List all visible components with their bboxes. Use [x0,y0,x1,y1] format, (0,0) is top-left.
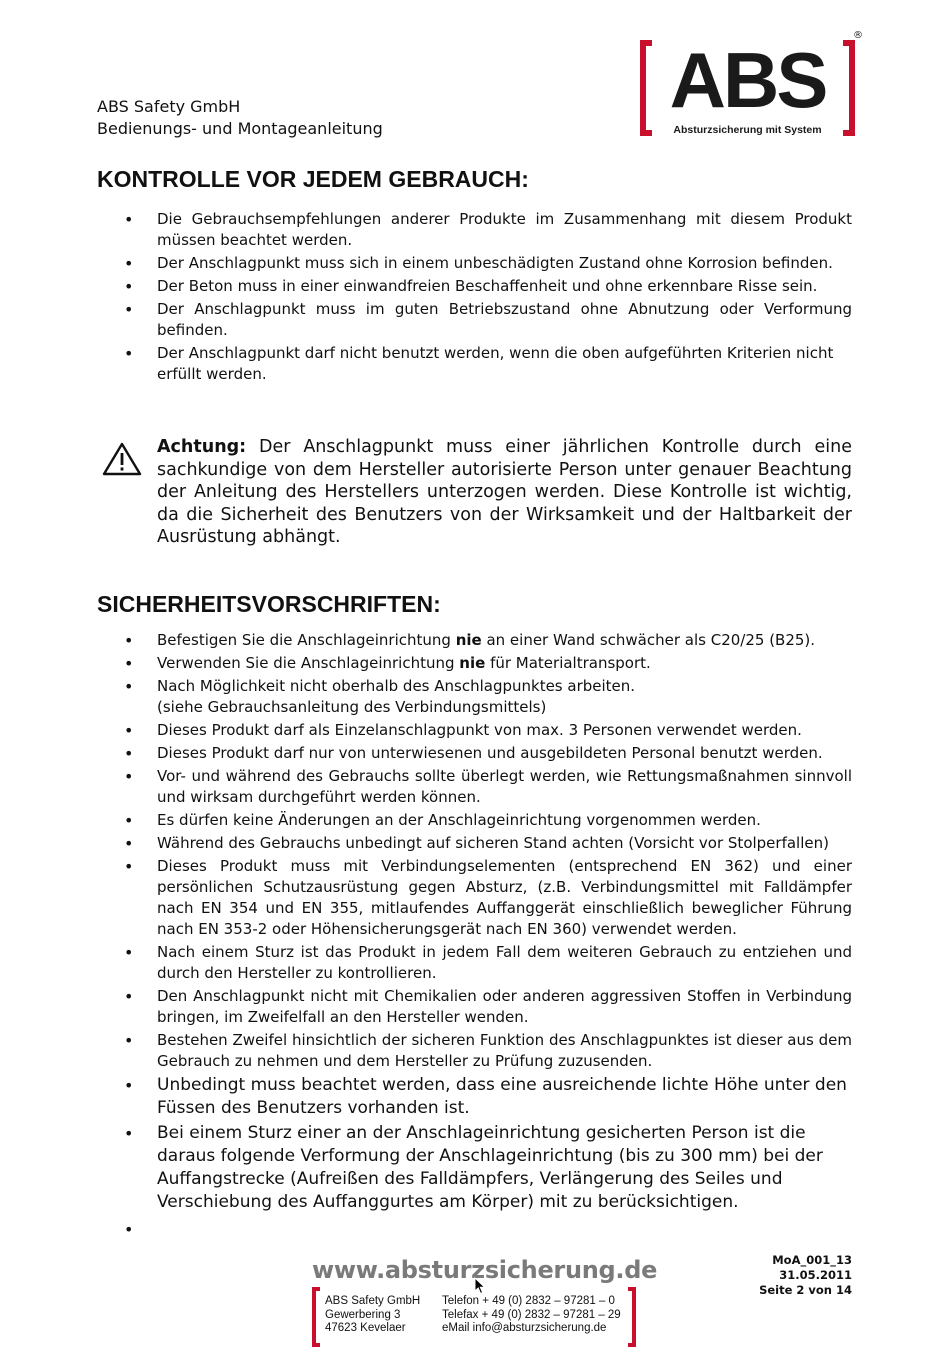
list-item: • Unbedingt muss beachtet werden, dass eine ausreichende lichte Höhe unter den Füssen des Benutzers vorhanden ist. [97,1074,852,1120]
item-emphasis: nie [455,631,482,649]
abs-logo [640,30,863,138]
footer-address [325,1295,420,1336]
list-item: • Der Beton muss in einer einwandfreien Beschaffenheit und ohne erkennbare Risse sein. [97,276,852,297]
warning-label: Achtung: [157,437,247,457]
sicherheit-list [97,630,852,1218]
item-text: • Nach Möglichkeit nicht oberhalb des Anschlagpunktes arbeiten. [157,677,636,695]
address-line: ABS Safety GmbH [325,1295,421,1307]
list-item: • Der Anschlagpunkt darf nicht benutzt werden, wenn die oben aufgeführten Kriterien nicht erfüllt werden. [97,343,852,385]
list-item: • Dieses Produkt darf nur von unterwiesenen und ausgebildeten Personal benutzt werden. [97,743,852,764]
logo-bracket-right [843,40,855,136]
footer-contact-box [312,1287,636,1347]
item-text: Befestigen Sie die Anschlageinrichtung [157,631,456,649]
list-item: • Der Anschlagpunkt muss sich in einem unbeschädigten Zustand ohne Korrosion befinden. [97,253,852,274]
website-url[interactable]: www.absturzsicherung.de [312,1256,658,1284]
list-item [97,653,852,674]
item-text: an einer Wand schwächer als C20/25 (B25). [481,631,816,649]
footer-contact [442,1295,621,1336]
logo-bracket-left [640,40,652,136]
list-item [97,676,852,718]
logo-wordmark: ABS [669,36,826,124]
email-line: eMail info@absturzsicherung.de [442,1322,607,1335]
list-item: • Den Anschlagpunkt nicht mit Chemikalien oder anderen aggressiven Stoffen in Verbindung bringen, im Zweifelfall an den Hersteller wenden. [97,986,852,1028]
document-info [740,1253,852,1298]
page-number: Seite 2 von 14 [759,1283,852,1297]
list-item: • Während des Gebrauchs unbedingt auf sicheren Stand achten (Vorsicht vor Stolperfallen) [97,833,852,854]
item-text: Verwenden Sie die Anschlageinrichtung [157,654,460,672]
company-name: ABS Safety GmbH [97,97,241,116]
footer-bracket-left [312,1287,320,1347]
list-item: • Dieses Produkt darf als Einzelanschlagpunkt von max. 3 Personen verwendet werden. [97,720,852,741]
list-item: • Bei einem Sturz einer an der Anschlageinrichtung gesicherten Person ist die daraus folgende Verformung der Anschlageinrichtung (bis zu 300 mm) bei der Auffangstrecke (Aufreißen des Falldämpfers, Verlängerung des Seiles und Verschiebung des Auffanggurtes am Körper) mit zu berücksichtigen. [97,1122,852,1214]
fax-line: Telefax + 49 (0) 2832 – 97281 – 29 [442,1308,621,1321]
section-title-kontrolle: KONTROLLE VOR JEDEM GEBRAUCH: [97,166,529,192]
list-item: • Nach einem Sturz ist das Produkt in jedem Fall dem weiteren Gebrauch zu entziehen und durch den Hersteller zu kontrollieren. [97,942,852,984]
list-item: • Bestehen Zweifel hinsichtlich der sicheren Funktion des Anschlagpunktes ist dieser aus dem Gebrauch zu nehmen und dem Hersteller zu Prüfung zuzusenden. [97,1030,852,1072]
warning-text: Der Anschlagpunkt muss einer jährlichen Kontrolle durch eine sachkundige von dem Hersteller autorisierte Person unter genauer Beachtung der Anleitung des Herstellers unterzogen werden. Diese Kontrolle ist wichtig, da die Sicherheit des Benutzers von der Wirksamkeit und der Haltbarkeit der Ausrüstung abhängt. [157,437,852,548]
item-text: für Materialtransport. [485,654,651,672]
section-title-sicherheit: SICHERHEITSVORSCHRIFTEN: [97,591,441,617]
document-subtitle: Bedienungs- und Montageanleitung [97,119,383,138]
document-date: 31.05.2011 [779,1268,852,1282]
warning-paragraph [157,436,852,549]
item-emphasis: nie [459,654,486,672]
company-header [97,96,383,140]
list-item: • Es dürfen keine Änderungen an der Anschlageinrichtung vorgenommen werden. [97,810,852,831]
list-item: • Vor- und während des Gebrauchs sollte überlegt werden, wie Rettungsmaßnahmen sinnvoll und wirksam durchgeführt werden können. [97,766,852,808]
list-item: • Die Gebrauchsempfehlungen anderer Produkte im Zusammenhang mit diesem Produkt müssen beachtet werden. [97,209,852,251]
address-line: Gewerbering 3 [325,1308,401,1321]
item-note: (siehe Gebrauchsanleitung des Verbindungsmittels) [157,698,547,716]
address-line: 47623 Kevelaer [325,1322,406,1335]
warning-triangle-icon [102,441,142,477]
document-id: MoA_001_13 [772,1253,852,1267]
list-item: • Dieses Produkt muss mit Verbindungselementen (entsprechend EN 362) und einer persönlichen Schutzausrüstung gegen Absturz, (z.B. Verbindungsmittel mit Falldämpfer nach EN 354 und EN 355, mitlaufendes Auffanggerät einschließlich beweglicher Führung nach EN 353-2 oder Höhensicherungsgerät nach EN 360) verwendet werden. [97,856,852,940]
phone-line: Telefon + 49 (0) 2832 – 97281 – 0 [442,1295,615,1307]
list-item: • Der Anschlagpunkt muss im guten Betriebszustand ohne Abnutzung oder Verformung befinden. [97,299,852,341]
kontrolle-list [97,209,852,387]
list-item [97,630,852,651]
logo-tagline: Absturzsicherung mit System [673,124,822,136]
registered-mark: ® [853,30,863,41]
footer-bracket-right [628,1287,636,1347]
